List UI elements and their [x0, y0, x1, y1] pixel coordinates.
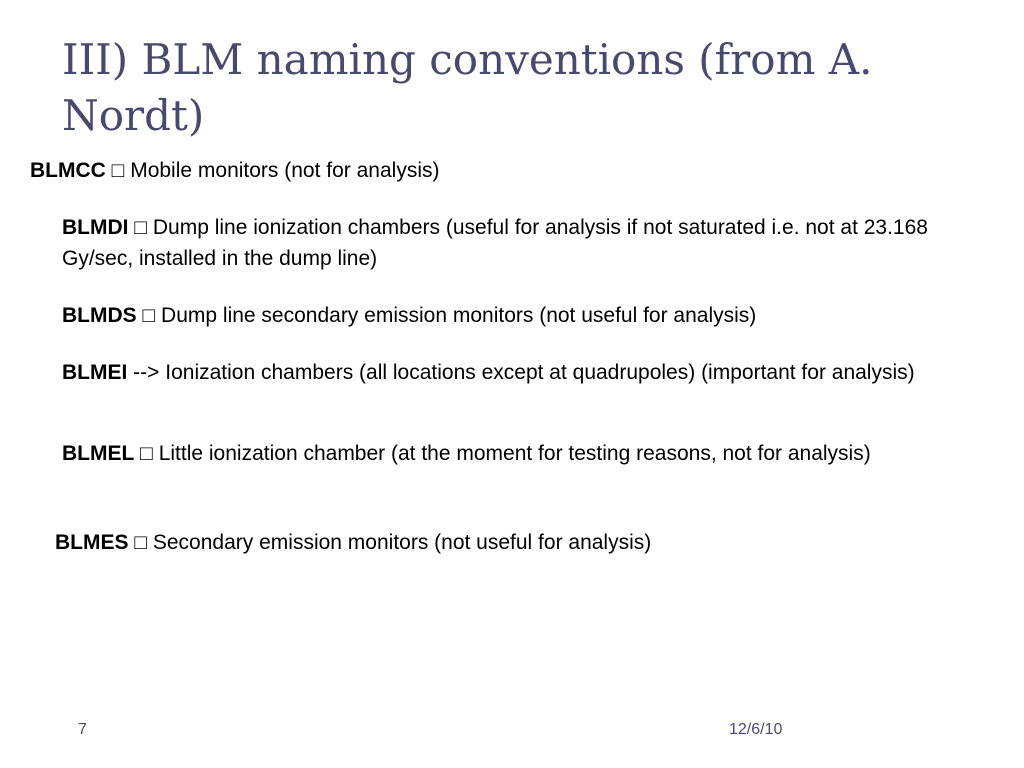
entry-description: Mobile monitors (not for analysis) [130, 159, 440, 182]
slide-date: 12/6/10 [729, 721, 783, 738]
blmds-entry [62, 300, 962, 331]
blmes-entry [55, 527, 955, 558]
entry-description: Secondary emission monitors (not useful for analysis) [152, 531, 652, 554]
entry-description: Little ionization chamber (at the moment for testing reasons, not for analysis) [158, 442, 871, 465]
slide-number: 7 [78, 721, 87, 738]
checkbox-glyph-icon: □ [140, 442, 153, 465]
entry-term: BLMDS [62, 304, 137, 327]
entry-description: Dump line secondary emission monitors (not useful for analysis) [161, 304, 757, 327]
entry-term: BLMES [55, 531, 129, 554]
entry-term: BLMDI [62, 216, 129, 239]
checkbox-glyph-icon: □ [134, 216, 148, 239]
blmdi-entry [62, 212, 932, 274]
entry-description: Dump line ionization chambers (useful for analysis if not saturated i.e. not at 23.168 Gy/sec, installed in the dump line) [62, 216, 928, 270]
entry-description: Ionization chambers (all locations except at quadrupoles) (important for analysis) [165, 361, 915, 384]
blmel-entry [62, 438, 932, 469]
blmei-entry [62, 357, 932, 388]
checkbox-glyph-icon: □ [142, 304, 156, 327]
checkbox-glyph-icon: □ [134, 531, 148, 554]
entry-term: BLMEL [62, 442, 135, 465]
arrow-separator: --> [133, 361, 160, 384]
checkbox-glyph-icon: □ [111, 159, 125, 182]
blmcc-entry [30, 155, 970, 186]
entry-term: BLMCC [30, 159, 106, 182]
slide-title: III) BLM naming conventions (from A. Nordt) [62, 35, 873, 140]
entry-term: BLMEI [62, 361, 128, 384]
